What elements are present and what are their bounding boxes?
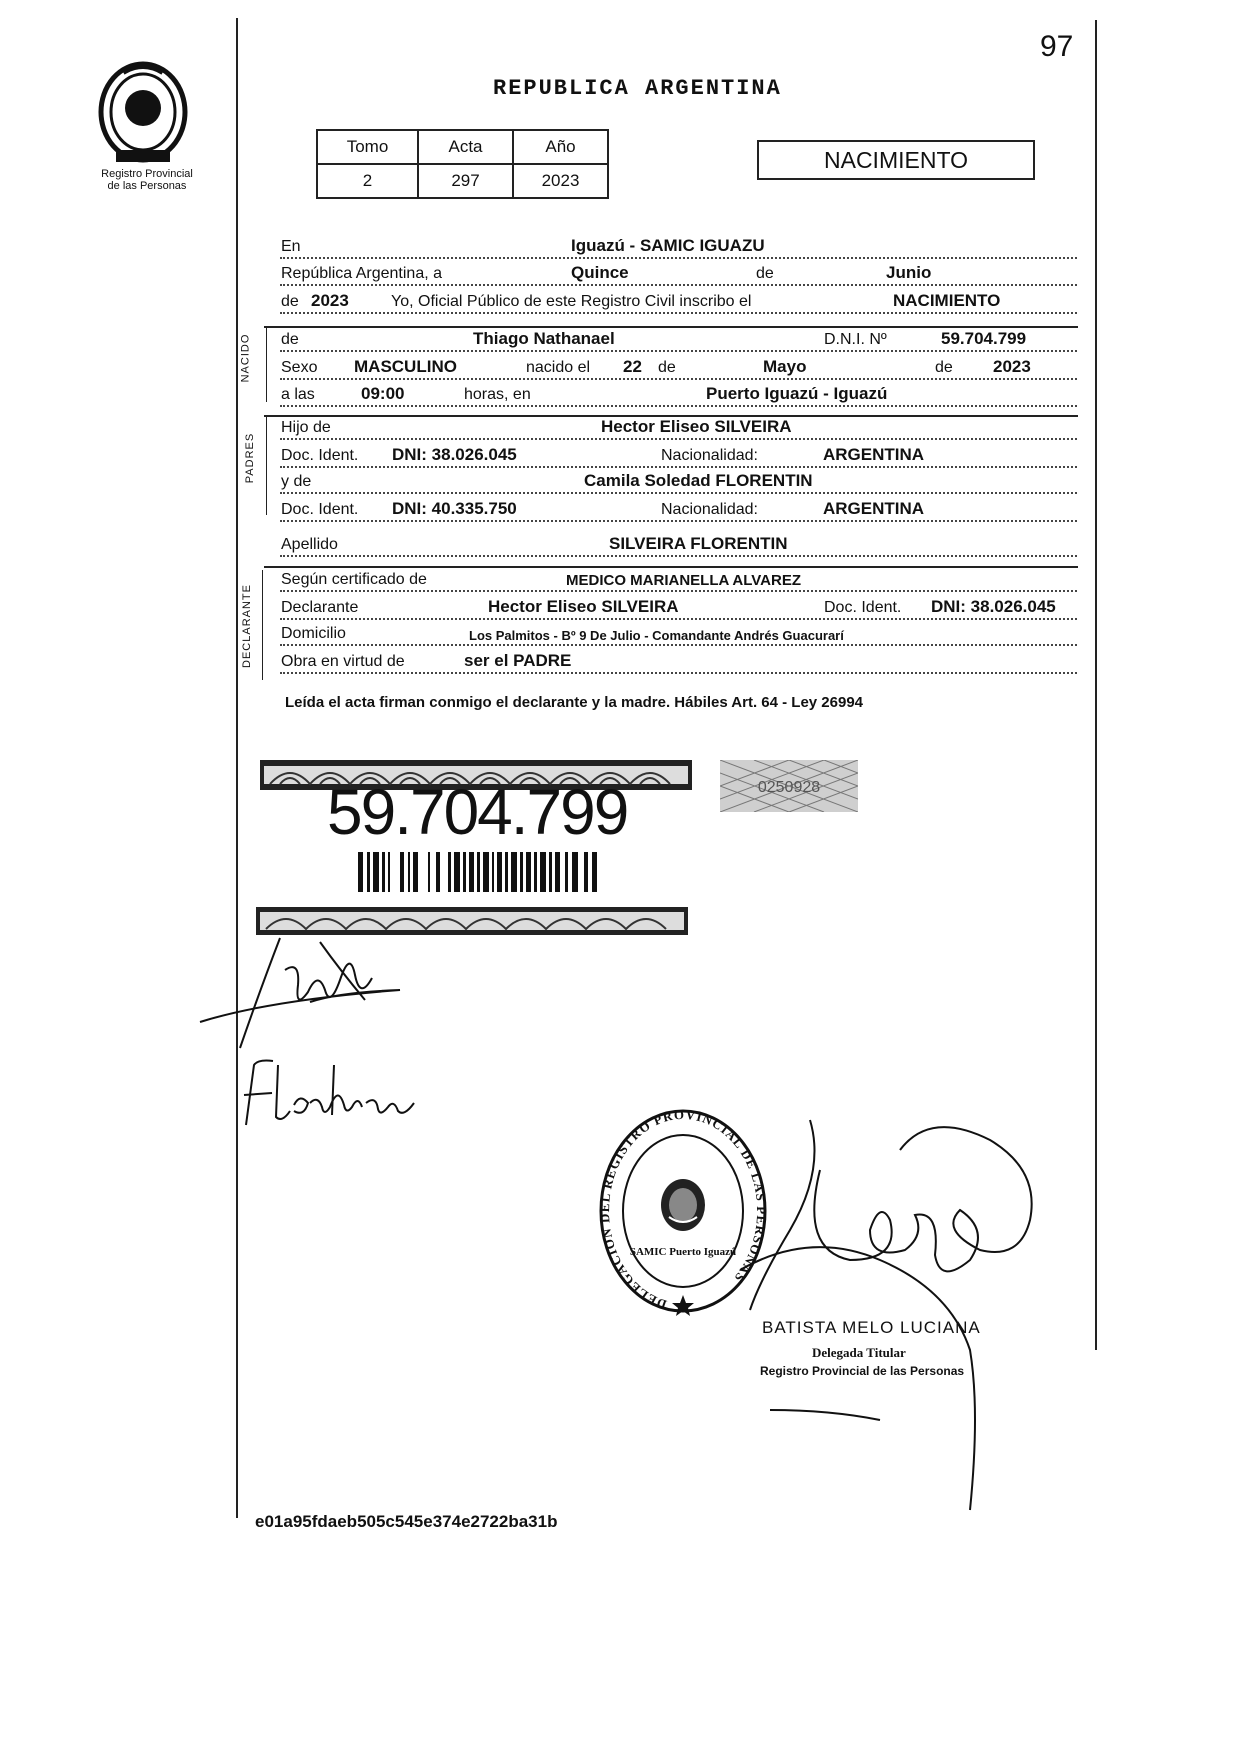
father-name: Hector Eliseo SILVEIRA [601, 417, 792, 436]
section-bar [266, 326, 267, 402]
row-certificado: Según certificado de MEDICO MARIANELLA ALVAREZ [280, 570, 1077, 594]
page-number: 97 [1040, 30, 1074, 63]
emblem-caption: Registro Provincial de las Personas [101, 168, 193, 192]
child-dni: 59.704.799 [941, 329, 1027, 348]
row-year: de 2023 Yo, Oficial Público de este Registro Civil inscribo el NACIMIENTO [280, 292, 1077, 316]
dni-large-number: 59.704.799 [327, 776, 628, 848]
father-doc: DNI: 38.026.045 [392, 445, 517, 464]
certificate-value: MEDICO MARIANELLA ALVAREZ [566, 572, 801, 589]
section-divider [264, 566, 1078, 568]
official-title: Delegada Titular [812, 1345, 906, 1360]
serial-number: 0250928 [757, 779, 821, 796]
section-bar [266, 415, 267, 515]
surname-value: SILVEIRA FLORENTIN [609, 534, 788, 553]
birth-day: 22 [623, 357, 642, 376]
table-cell: 297 [418, 164, 513, 198]
row-nacido-time: a las 09:00 horas, en Puerto Iguazú - Iguazú [280, 385, 1077, 409]
mother-signature [238, 1055, 428, 1135]
section-label-padres: PADRES [244, 432, 257, 484]
row-declarante: Declarante Hector Eliseo SILVEIRA Doc. Ident. DNI: 38.026.045 [280, 598, 1077, 622]
row-nacido-sex: Sexo MASCULINO nacido el 22 de Mayo de 2023 [280, 358, 1077, 382]
seal-emblem [661, 1179, 705, 1231]
place-value: Iguazú - SAMIC IGUAZU [571, 236, 765, 255]
row-father-doc: Doc. Ident. DNI: 38.026.045 Nacionalidad: ARGENTINA [280, 446, 1077, 470]
official-name: BATISTA MELO LUCIANA [762, 1318, 981, 1337]
seal-inner-text: SAMIC Puerto Iguazú [629, 1246, 737, 1258]
table-header: Tomo [317, 130, 418, 164]
right-margin-line [1095, 20, 1097, 1350]
seal-ring-text: DELEGACION DEL REGISTRO PROVINCIAL DE LAS PERSONAS [597, 1106, 769, 1313]
mother-nationality: ARGENTINA [823, 499, 925, 518]
sex-value: MASCULINO [354, 357, 457, 376]
closing-note: Leída el acta firman conmigo el declarante y la madre. Hábiles Art. 64 - Ley 26994 [285, 694, 864, 711]
serial-stamp [720, 760, 858, 812]
row-apellido: Apellido SILVEIRA FLORENTIN [280, 535, 1077, 559]
left-margin-line [236, 18, 238, 1518]
day-value: Quince [571, 263, 629, 282]
declarant-doc: DNI: 38.026.045 [931, 597, 1056, 616]
birth-year: 2023 [993, 357, 1031, 376]
row-obra: Obra en virtud de ser el PADRE [280, 652, 1077, 676]
table-cell: 2023 [513, 164, 608, 198]
row-y-de: y de Camila Soledad FLORENTIN [280, 472, 1077, 496]
section-label-declarante: DECLARANTE [240, 584, 253, 668]
section-divider [264, 326, 1078, 328]
row-date: República Argentina, a Quince de Junio [280, 264, 1077, 288]
official-organization: Registro Provincial de las Personas [760, 1364, 965, 1378]
declarant-signature [190, 930, 420, 1050]
barcode [358, 852, 598, 892]
reason-value: ser el PADRE [464, 651, 572, 670]
row-domicilio: Domicilio Los Palmitos - Bº 9 De Julio - Comandante Andrés Guacurarí [280, 624, 1077, 648]
month-value: Junio [886, 263, 932, 282]
official-signature [730, 1110, 1060, 1520]
birth-month: Mayo [763, 357, 807, 376]
declarant-name: Hector Eliseo SILVEIRA [488, 597, 679, 616]
birth-time: 09:00 [361, 384, 405, 403]
mother-doc: DNI: 40.335.750 [392, 499, 517, 518]
child-name: Thiago Nathanael [473, 329, 615, 348]
section-label-nacido: NACIDO [239, 333, 252, 383]
table-header: Acta [418, 130, 513, 164]
row-en: En Iguazú - SAMIC IGUAZU [280, 237, 1077, 261]
record-type-box: NACIMIENTO [757, 140, 1035, 180]
table-header: Año [513, 130, 608, 164]
row-hijo-de: Hijo de Hector Eliseo SILVEIRA [280, 418, 1077, 442]
section-bar [262, 570, 263, 680]
act-value: NACIMIENTO [893, 291, 1001, 310]
provincial-emblem [88, 58, 206, 171]
row-nacido-name: de Thiago Nathanael D.N.I. Nº 59.704.799 [280, 330, 1077, 354]
father-nationality: ARGENTINA [823, 445, 925, 464]
row-mother-doc: Doc. Ident. DNI: 40.335.750 Nacionalidad: ARGENTINA [280, 500, 1077, 524]
tomo-acta-table [316, 129, 609, 199]
document-title: REPUBLICA ARGENTINA [493, 76, 782, 101]
year-value: 2023 [311, 291, 349, 310]
mother-name: Camila Soledad FLORENTIN [584, 471, 813, 490]
document-hash: e01a95fdaeb505c545e374e2722ba31b [255, 1512, 558, 1531]
birth-place: Puerto Iguazú - Iguazú [706, 384, 888, 403]
table-cell: 2 [317, 164, 418, 198]
address-value: Los Palmitos - Bº 9 De Julio - Comandante Andrés Guacurarí [469, 628, 844, 643]
